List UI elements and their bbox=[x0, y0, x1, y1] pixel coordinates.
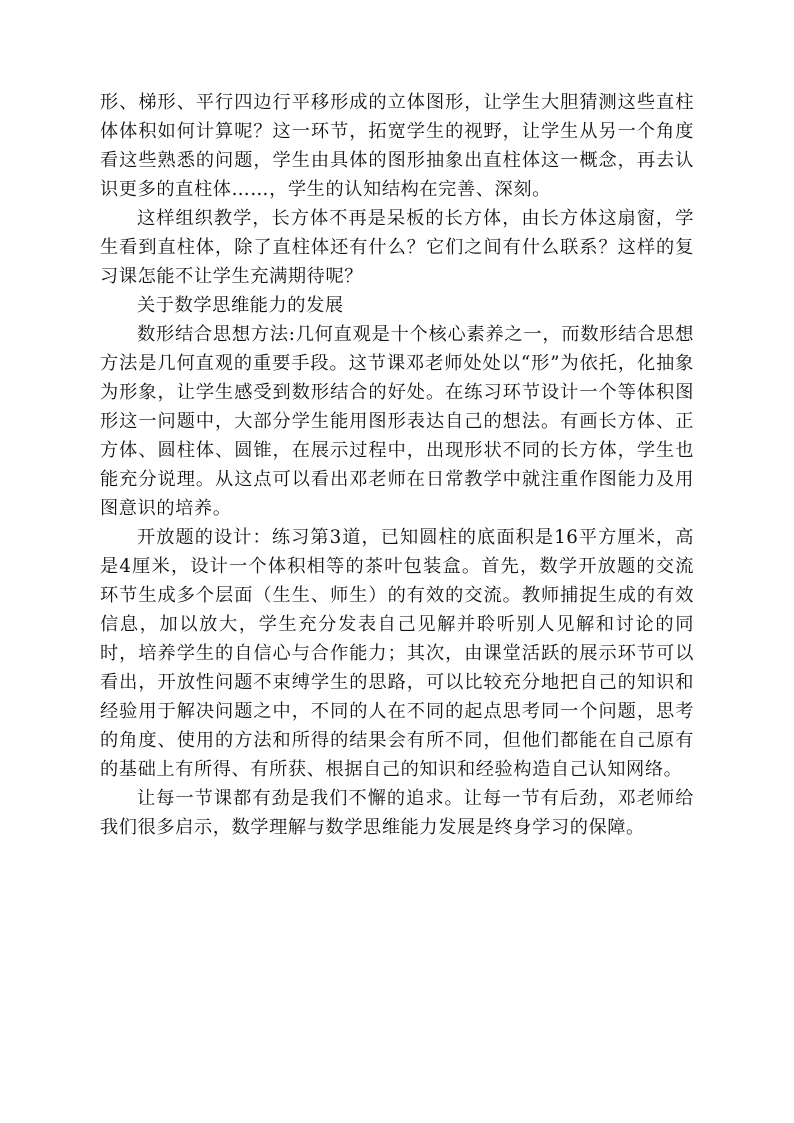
paragraph-open-problem-design: 开放题的设计：练习第3道，已知圆柱的底面积是16平方厘米，高是4厘米，设计一个体积相等的茶叶包装盒。首先，数学开放题的交流环节生成多个层面（生生、师生）的有效的交流。教师捕捉生成的有效信息，加以放大，学生充分发表自己见解并聆听别人见解和讨论的同时，培养学生的自信心与合作能力；其次，由课堂活跃的展示环节可以看出，开放性问题不束缚学生的思路，可以比较充分地把自己的知识和经验用于解决问题之中，不同的人在不同的起点思考同一个问题，思考的角度、使用的方法和所得的结果会有所不同，但他们都能在自己原有的基础上有所得、有所获、根据自己的知识和经验构造自己认知网络。 bbox=[100, 527, 694, 780]
paragraph-conclusion: 让每一节课都有劲是我们不懈的追求。让每一节有后劲，邓老师给我们很多启示，数学理解与数学思维能力发展是终身学习的保障。 bbox=[100, 788, 694, 838]
document-body bbox=[100, 88, 694, 842]
paragraph-teaching-organization: 这样组织教学，长方体不再是呆板的长方体，由长方体这扇窗，学生看到直柱体，除了直柱体还有什么？它们之间有什么联系？这样的复习课怎能不让学生充满期待呢？ bbox=[100, 208, 694, 287]
paragraph-number-shape-method: 数形结合思想方法:几何直观是十个核心素养之一，而数形结合思想方法是几何直观的重要手段。这节课邓老师处处以“形”为依托，化抽象为形象，让学生感受到数形结合的好处。在练习环节设计一个等体积图形这一问题中，大部分学生能用图形表达自己的想法。有画长方体、正方体、圆柱体、圆锥，在展示过程中，出现形状不同的长方体，学生也能充分说理。从这点可以看出邓老师在日常教学中就注重作图能力及用图意识的培养。 bbox=[100, 324, 694, 519]
section-heading-thinking-ability: 关于数学思维能力的发展 bbox=[137, 295, 344, 316]
paragraph-continuation: 形、梯形、平行四边行平移形成的立体图形，让学生大胆猜测这些直柱体体积如何计算呢？这一环节，拓宽学生的视野，让学生从另一个角度看这些熟悉的问题，学生由具体的图形抽象出直柱体这一概念，再去认识更多的直柱体……，学生的认知结构在完善、深刻。 bbox=[100, 92, 694, 200]
